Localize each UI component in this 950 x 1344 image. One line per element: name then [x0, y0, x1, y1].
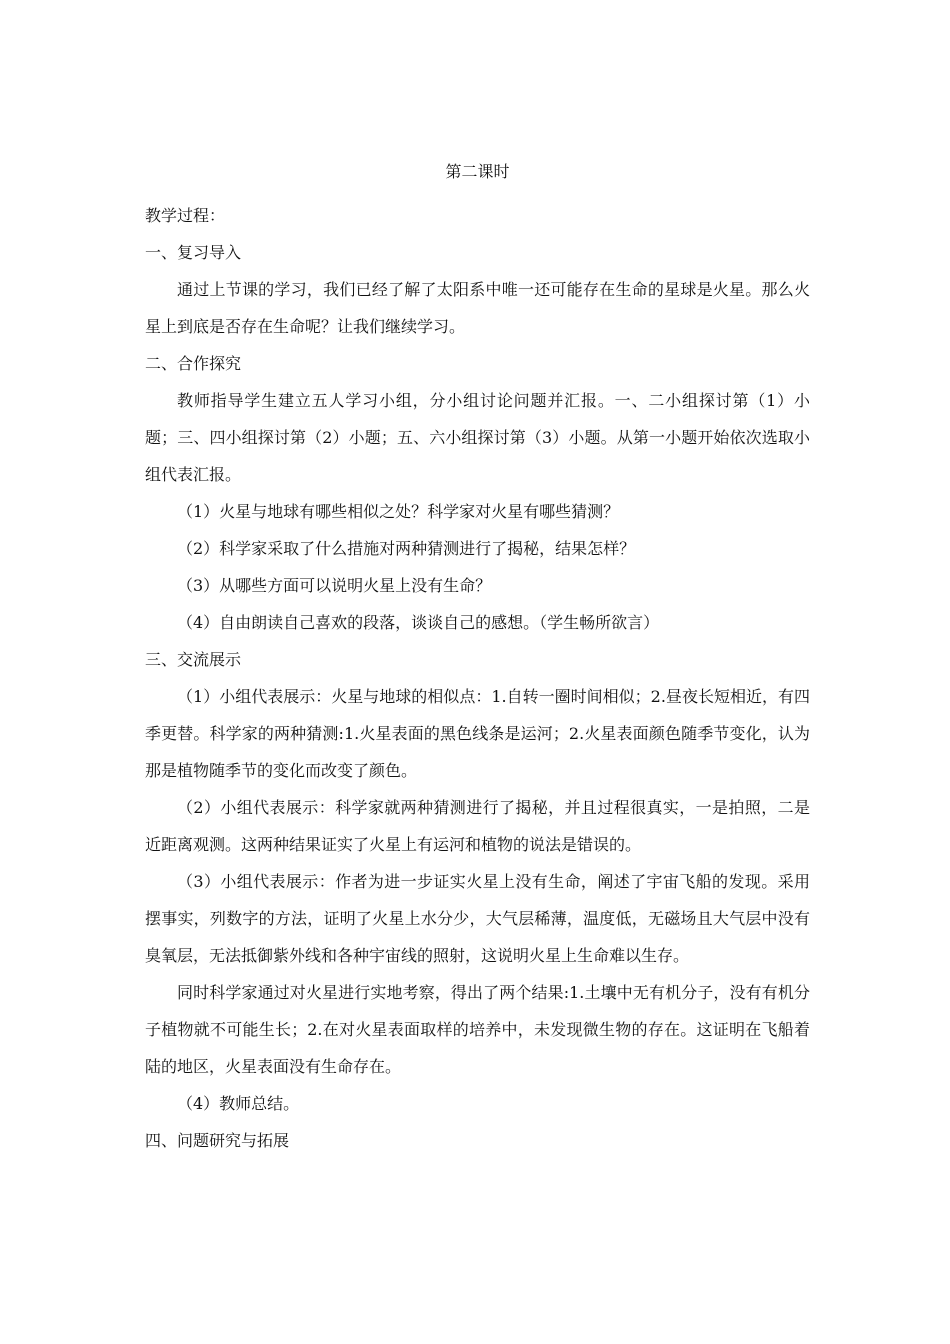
- exchange-paragraph-1: （1）小组代表展示：火星与地球的相似点：1.自转一圈时间相似；2.昼夜长短相近，有四季更替。科学家的两种猜测:1.火星表面的黑色线条是运河；2.火星表面颜色随季节变化，认为那是植物随季节的变化而改变了颜色。: [145, 687, 810, 780]
- section-heading-research: 四、问题研究与拓展: [145, 1131, 290, 1150]
- cooperation-paragraph: 教师指导学生建立五人学习小组，分小组讨论问题并汇报。一、二小组探讨第（1）小题；三、四小组探讨第（2）小题；五、六小组探讨第（3）小题。从第一小题开始依次选取小组代表汇报。: [145, 391, 810, 484]
- exchange-paragraph-4: 同时科学家通过对火星进行实地考察，得出了两个结果:1.土壤中无有机分子，没有有机分子植物就不可能生长；2.在对火星表面取样的培养中，未发现微生物的存在。这证明在飞船着陆的地区，火星表面没有生命存在。: [145, 983, 810, 1076]
- section-heading-cooperation: 二、合作探究: [145, 354, 242, 373]
- exchange-paragraph-2: （2）小组代表展示：科学家就两种猜测进行了揭秘，并且过程很真实，一是拍照，二是近距离观测。这两种结果证实了火星上有运河和植物的说法是错误的。: [145, 798, 810, 854]
- exchange-item-4: （4）教师总结。: [177, 1094, 300, 1113]
- review-paragraph: 通过上节课的学习，我们已经了解了太阳系中唯一还可能存在生命的星球是火星。那么火星上到底是否存在生命呢？让我们继续学习。: [145, 280, 810, 336]
- lesson-title: 第二课时: [445, 162, 510, 181]
- question-item-4: （4）自由朗读自己喜欢的段落，谈谈自己的感想。（学生畅所欲言）: [177, 613, 660, 632]
- section-heading-exchange: 三、交流展示: [145, 650, 242, 669]
- exchange-paragraph-3: （3）小组代表展示：作者为进一步证实火星上没有生命，阐述了宇宙飞船的发现。采用摆事实，列数字的方法，证明了火星上水分少，大气层稀薄，温度低，无磁场且大气层中没有臭氧层，无法抵御紫外线和各种宇宙线的照射，这说明火星上生命难以生存。: [145, 872, 810, 965]
- process-heading: 教学过程：: [145, 206, 226, 225]
- document-page: [145, 160, 810, 1159]
- question-item-3: （3）从哪些方面可以说明火星上没有生命？: [177, 576, 492, 595]
- question-item-2: （2）科学家采取了什么措施对两种猜测进行了揭秘，结果怎样？: [177, 539, 636, 558]
- section-heading-review: 一、复习导入: [145, 243, 242, 262]
- question-item-1: （1）火星与地球有哪些相似之处？科学家对火星有哪些猜测？: [177, 502, 620, 521]
